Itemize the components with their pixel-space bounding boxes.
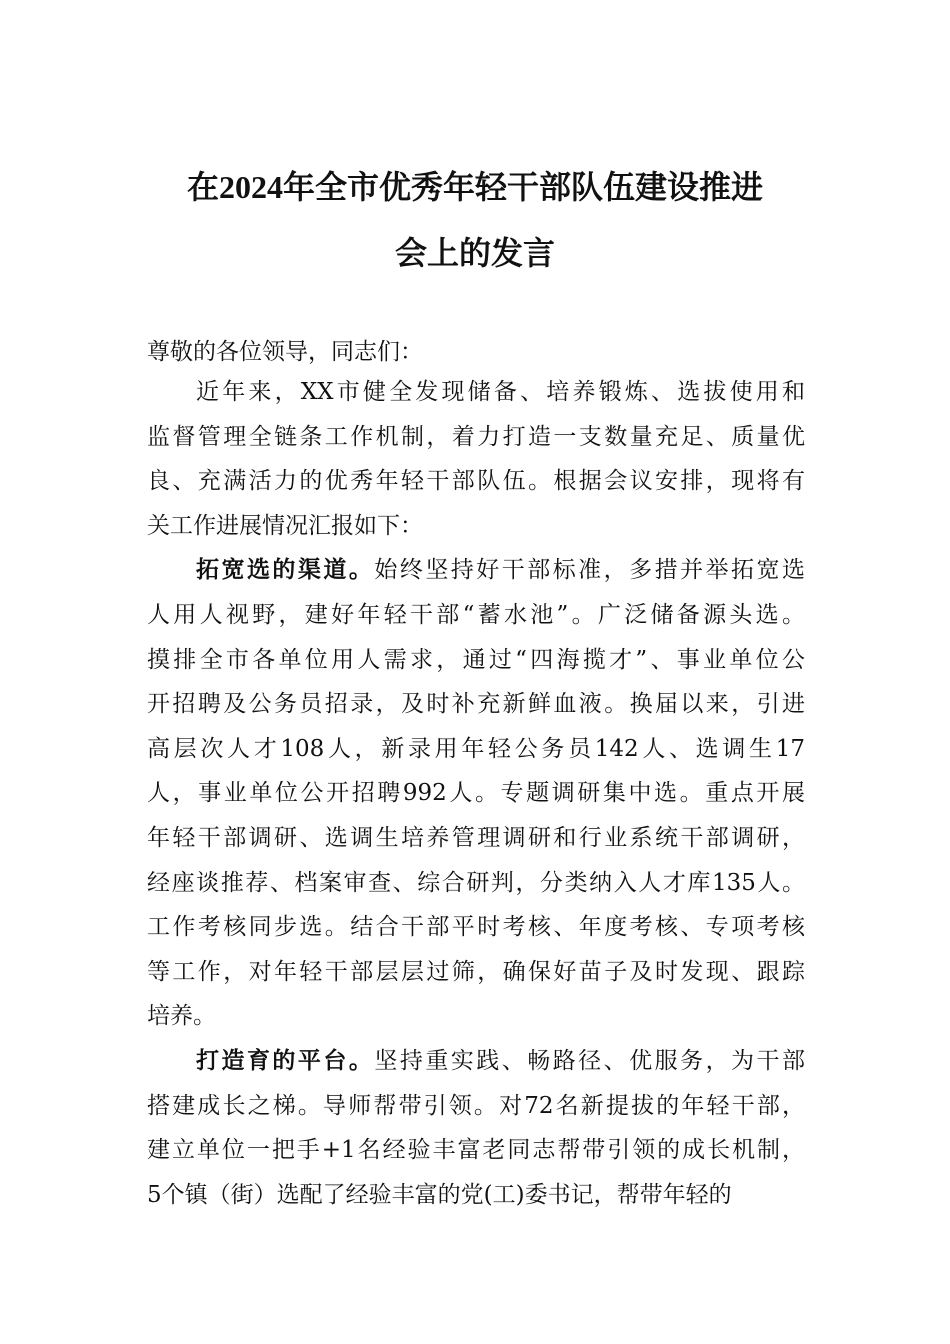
paragraph-line-text: 摸排全市各单位用人需求，通过“四海揽才”、事业单位公 [147, 647, 805, 673]
paragraph-line-text: 近年来，XX市健全发现储备、培养锻炼、选拔使用和 [196, 379, 805, 405]
paragraph-line-text: 人，事业单位公开招聘992人。专题调研集中选。重点开展 [147, 780, 805, 806]
paragraph-line [196, 1046, 805, 1076]
paragraph-line-text: 工作考核同步选。结合干部平时考核、年度考核、专项考核 [147, 914, 805, 940]
paragraph-line [147, 1180, 805, 1210]
paragraph-line-text: 监督管理全链条工作机制，着力打造一支数量充足、质量优 [147, 424, 805, 450]
paragraph-line-text: 搭建成长之梯。导师帮带引领。对72名新提拔的年轻干部， [147, 1093, 805, 1119]
paragraph-line-text: 人用人视野，建好年轻干部“蓄水池”。广泛储备源头选。 [147, 602, 805, 628]
paragraph-lead-heading: 打造育的平台。 [196, 1047, 375, 1074]
greeting: 尊敬的各位领导，同志们： [147, 339, 423, 365]
document-title-line-1: 在2024年全市优秀年轻干部队伍建设推进 [186, 169, 763, 205]
paragraph-line-text: 开招聘及公务员招录，及时补充新鲜血液。换届以来，引进 [147, 691, 805, 717]
paragraph-line [147, 600, 805, 630]
paragraph-line-text: 关工作进展情况汇报如下： [147, 513, 423, 539]
paragraph-line [147, 645, 805, 675]
paragraph-line [147, 912, 805, 942]
paragraph-line [147, 957, 805, 987]
paragraph-line [147, 1091, 805, 1121]
paragraph-line-text: 5个镇（街）选配了经验丰富的党(工)委书记，帮带年轻的 [147, 1182, 732, 1208]
paragraph-line-text: 年轻干部调研、选调生培养管理调研和行业系统干部调研， [147, 825, 805, 851]
paragraph-line-text: 等工作，对年轻干部层层过筛，确保好苗子及时发现、跟踪 [147, 959, 805, 985]
paragraph-line-text: 经座谈推荐、档案审查、综合研判，分类纳入人才库135人。 [147, 870, 805, 896]
paragraph-line-text: 培养。 [147, 1003, 216, 1029]
paragraph-line [147, 689, 805, 719]
paragraph-line [147, 868, 805, 898]
paragraph-line [147, 466, 805, 496]
paragraph-line [147, 1135, 805, 1165]
paragraph-line [147, 734, 805, 764]
paragraph-line-text: 良、充满活力的优秀年轻干部队伍。根据会议安排，现将有 [147, 468, 805, 494]
paragraph-line [147, 511, 805, 541]
paragraph-line [147, 422, 805, 452]
paragraph-lead-heading: 拓宽选的渠道。 [196, 556, 375, 583]
paragraph-line-text: 高层次人才108人，新录用年轻公务员142人、选调生17 [147, 736, 805, 762]
paragraph-line [147, 778, 805, 808]
paragraph-line [196, 377, 805, 407]
paragraph-line-text: 建立单位一把手+1名经验丰富老同志帮带引领的成长机制， [147, 1137, 805, 1163]
paragraph-line-text: 始终坚持好干部标准，多措并举拓宽选 [374, 557, 806, 583]
paragraph-line-text: 坚持重实践、畅路径、优服务，为干部 [374, 1048, 806, 1074]
paragraph-line [147, 1001, 805, 1031]
document-title-line-2: 会上的发言 [394, 235, 555, 271]
paragraph-line [196, 555, 805, 585]
paragraph-line [147, 823, 805, 853]
